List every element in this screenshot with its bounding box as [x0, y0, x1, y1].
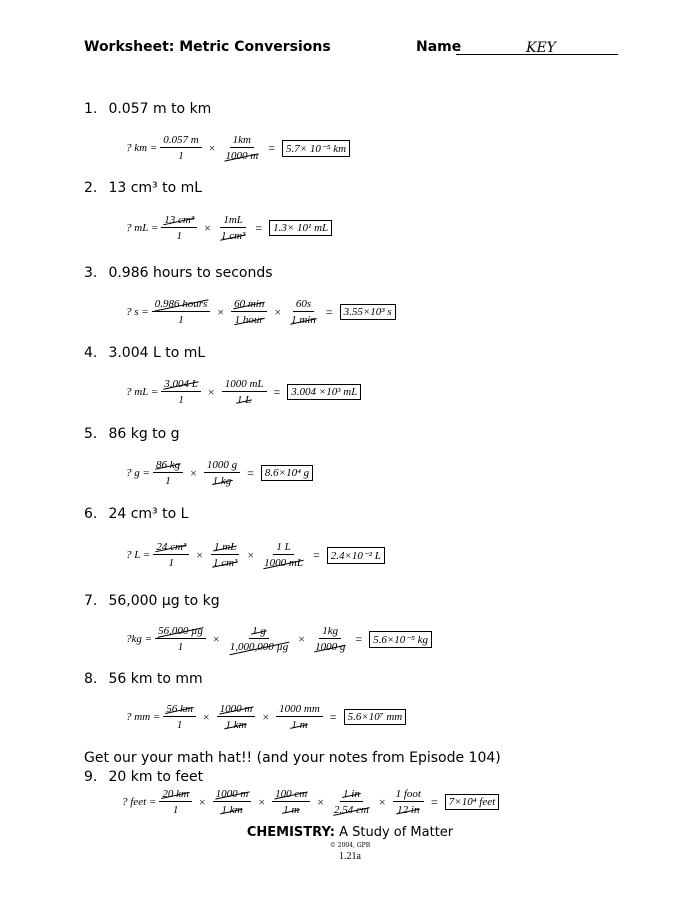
name-value: KEY	[526, 40, 556, 56]
fraction: $\frac{\text{24 cm³}}{1}$	[153, 541, 189, 569]
problem-6-prompt	[84, 506, 188, 522]
problem-8-prompt	[84, 671, 203, 687]
multiply-sign: ×	[378, 794, 386, 809]
problem-text: 0.057 m to km	[108, 101, 212, 117]
problem-9-equation	[122, 788, 499, 816]
fraction: $\frac{1000 g}{1 kg}$	[204, 459, 240, 487]
fraction: $\frac{1kg}{1000 g}$	[315, 625, 346, 653]
problem-3-equation	[126, 298, 396, 326]
problem-number: 3.	[84, 265, 98, 281]
footer-brand-name: CHEMISTRY:	[246, 825, 335, 840]
problem-number: 2.	[84, 180, 98, 196]
equation-lhs: ? L =	[126, 549, 151, 561]
fraction: $\frac{\text{13 cm³}}{1}$	[161, 214, 197, 242]
problem-2-prompt	[84, 180, 202, 196]
answer-box: 2.4×10⁻² L	[327, 547, 385, 564]
answer-box: 8.6×10⁴ g	[261, 465, 313, 481]
problem-text: 13 cm³ to mL	[108, 180, 203, 196]
problem-text: 3.004 L to mL	[108, 345, 206, 361]
fraction: $\frac{1000 mm}{1 m}$	[276, 703, 323, 731]
fraction: $\frac{1000 m}{1 km}$	[213, 788, 252, 816]
worksheet-title: Worksheet: Metric Conversions	[84, 39, 331, 55]
fraction: $\frac{1 L}{1000 mL}$	[264, 541, 303, 569]
problem-1-prompt	[84, 101, 211, 117]
equation-lhs: ?kg =	[126, 633, 153, 645]
problem-text: 56,000 µg to kg	[108, 593, 220, 609]
problem-number: 1.	[84, 101, 98, 117]
fraction: $\frac{1 in}{2.54 cm}$	[334, 788, 369, 816]
fraction: $\frac{56 km}{1}$	[163, 703, 196, 731]
equals-sign: =	[312, 547, 320, 562]
equals-sign: =	[273, 384, 281, 399]
equals-sign: =	[329, 709, 337, 724]
problem-text: 0.986 hours to seconds	[108, 265, 273, 281]
equals-sign: =	[255, 220, 263, 235]
fraction: $\frac{60s}{1 \min}$	[291, 298, 316, 326]
fraction: $\frac{1km}{1000 m}$	[225, 134, 259, 162]
equation-lhs: ? km =	[126, 142, 158, 154]
problem-number: 6.	[84, 506, 98, 522]
equation-lhs: ? mL =	[126, 222, 159, 234]
equation-lhs: ? g =	[126, 467, 150, 479]
problem-7-equation	[126, 625, 432, 653]
multiply-sign: ×	[298, 631, 306, 646]
fraction: $\frac{1 mL}{\text{1 cm³}}$	[213, 541, 238, 569]
fraction: $\frac{1mL}{\text{1 cm³}}$	[220, 214, 246, 242]
problem-text: 24 cm³ to L	[108, 506, 189, 522]
problem-number: 5.	[84, 426, 98, 442]
problem-1-equation	[126, 134, 350, 162]
fraction: $\frac{\text{56,000 µg}}{1}$	[155, 625, 206, 653]
answer-box: 5.7× 10⁻⁵ km	[282, 140, 350, 157]
fraction: $\frac{86 kg}{1}$	[153, 459, 183, 487]
multiply-sign: ×	[208, 140, 216, 155]
answer-box: 5.6×10⁷ mm	[344, 709, 407, 725]
answer-box: 5.6×10⁻⁵ kg	[369, 631, 432, 648]
instruction-note: Get our your math hat!! (and your notes from Episode 104)	[84, 750, 501, 766]
answer-box: 7×10⁴ feet	[445, 794, 499, 810]
fraction: $\frac{100 cm}{1 m}$	[272, 788, 310, 816]
problem-number: 4.	[84, 345, 98, 361]
answer-box: 3.55×10³ s	[340, 304, 396, 320]
fraction: $\frac{20 km}{1}$	[159, 788, 192, 816]
footer-subtitle: A Study of Matter	[339, 825, 454, 840]
equals-sign: =	[268, 140, 275, 155]
answer-box: 1.3× 10¹ mL	[269, 220, 332, 236]
multiply-sign: ×	[204, 220, 211, 235]
fraction: $\frac{1000 m}{1 km}$	[217, 703, 256, 731]
problem-text: 56 km to mm	[108, 671, 203, 687]
equals-sign: =	[355, 631, 363, 646]
equation-lhs: ? feet =	[122, 796, 157, 808]
footer-copyright: © 2004, GPB	[329, 842, 371, 849]
equation-lhs: ? s =	[126, 306, 149, 318]
multiply-sign: ×	[247, 547, 255, 562]
fraction: $\frac{0.057 m}{1}$	[160, 134, 201, 162]
fraction: $\frac{\text{1 foot}}{12 in}$	[393, 788, 424, 816]
answer-box: 3.004 ×10³ mL	[287, 384, 361, 400]
multiply-sign: ×	[212, 631, 220, 646]
multiply-sign: ×	[258, 794, 266, 809]
equals-sign: =	[431, 794, 438, 809]
fraction: $\frac{3.004 L}{1}$	[161, 378, 201, 406]
problem-number: 7.	[84, 593, 98, 609]
equation-lhs: ? mm =	[126, 711, 161, 723]
multiply-sign: ×	[274, 304, 282, 319]
multiply-sign: ×	[198, 794, 206, 809]
problem-8-equation	[126, 703, 406, 731]
multiply-sign: ×	[207, 384, 215, 399]
equals-sign: =	[247, 465, 254, 480]
equation-lhs: ? mL =	[126, 386, 159, 398]
problem-text: 86 kg to g	[108, 426, 180, 442]
problem-2-equation	[126, 214, 332, 242]
equals-sign: =	[325, 304, 333, 319]
multiply-sign: ×	[202, 709, 210, 724]
fraction: $\frac{\text{0.986 hours}}{1}$	[152, 298, 211, 326]
fraction: $\frac{1 g}{\text{1,000,000 µg}}$	[229, 625, 289, 653]
problem-4-equation	[126, 378, 361, 406]
problem-3-prompt	[84, 265, 273, 281]
problem-number: 9.	[84, 769, 98, 785]
fraction: $\frac{60 \min}{\text{1 hour}}$	[231, 298, 267, 326]
multiply-sign: ×	[317, 794, 325, 809]
multiply-sign: ×	[217, 304, 225, 319]
problem-text: 20 km to feet	[108, 769, 204, 785]
problem-4-prompt	[84, 345, 205, 361]
multiply-sign: ×	[196, 547, 203, 562]
problem-5-prompt	[84, 426, 180, 442]
page-number: 1.21a	[339, 851, 361, 862]
problem-6-equation	[126, 541, 385, 569]
name-label: Name	[416, 39, 462, 55]
problem-7-prompt	[84, 593, 220, 609]
multiply-sign: ×	[262, 709, 270, 724]
problem-5-equation	[126, 459, 313, 487]
footer-brand	[0, 825, 700, 840]
multiply-sign: ×	[190, 465, 197, 480]
problem-number: 8.	[84, 671, 98, 687]
fraction: $\frac{1000 mL}{1 L}$	[222, 378, 267, 406]
problem-9-prompt	[84, 769, 203, 785]
